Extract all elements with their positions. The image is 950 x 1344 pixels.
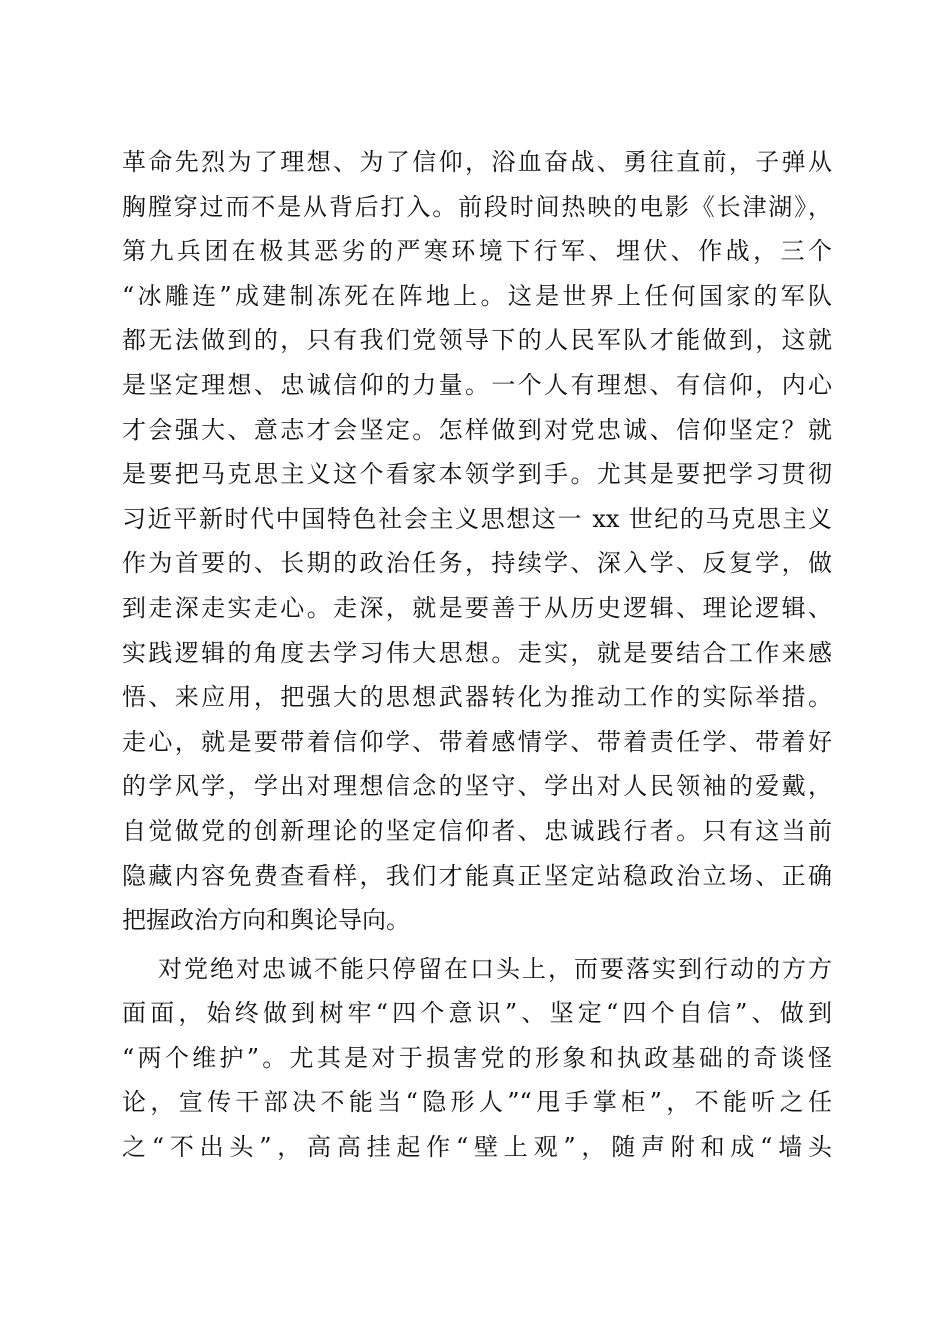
text-line: 的学风学，学出对理想信念的坚守、学出对人民领袖的爱戴， [122,772,832,801]
text-line: 悟、来应用，把强大的思想武器转化为推动工作的实际举措。 [122,683,832,712]
paragraph-1 [122,140,832,943]
text-line: 之“不出头”，高高挂起作“壁上观”，随声附和成“墙头 [122,1133,832,1162]
text-line: “两个维护”。尤其是对于损害党的形象和执政基础的奇谈怪 [122,1043,832,1072]
text-line: 才会强大、意志才会坚定。怎样做到对党忠诚、信仰坚定？就 [122,415,832,444]
text-line: “冰雕连”成建制冻死在阵地上。这是世界上任何国家的军队 [122,281,832,310]
text-line: 到走深走实走心。走深，就是要善于从历史逻辑、理论逻辑、 [122,593,832,622]
text-line: 作为首要的、长期的政治任务，持续学、深入学、反复学，做 [122,549,832,578]
text-line: 胸膛穿过而不是从背后打入。前段时间热映的电影《长津湖》， [122,192,832,221]
paragraph-2 [122,947,832,1170]
text-line: 论，宣传干部决不能当“隐形人”“甩手掌柜”，不能听之任 [122,1088,832,1117]
text-line: 是要把马克思主义这个看家本领学到手。尤其是要把学习贯彻 [122,460,832,489]
text-line: 对党绝对忠诚不能只停留在口头上，而要落实到行动的方方 [158,954,832,983]
text-line: 第九兵团在极其恶劣的严寒环境下行军、埋伏、作战，三个 [122,237,832,266]
text-line: 都无法做到的，只有我们党领导下的人民军队才能做到，这就 [122,326,832,355]
text-line: 隐藏内容免费查看样，我们才能真正坚定站稳政治立场、正确 [122,861,832,890]
text-line: 走心，就是要带着信仰学、带着感情学、带着责任学、带着好 [122,727,832,756]
text-line: 把握政治方向和舆论导向。 [122,906,410,935]
text-line: 面面，始终做到树牢“四个意识”、坚定“四个自信”、做到 [122,999,832,1028]
text-line: 革命先烈为了理想、为了信仰，浴血奋战、勇往直前，子弹从 [122,148,832,176]
document-body [122,140,832,1170]
text-line: 实践逻辑的角度去学习伟大思想。走实，就是要结合工作来感 [122,638,832,667]
text-line: 自觉做党的创新理论的坚定信仰者、忠诚践行者。只有这当前 [122,816,832,845]
text-line: 是坚定理想、忠诚信仰的力量。一个人有理想、有信仰，内心 [122,370,832,399]
text-line: 习近平新时代中国特色社会主义思想这一 xx 世纪的马克思主义 [122,504,832,533]
